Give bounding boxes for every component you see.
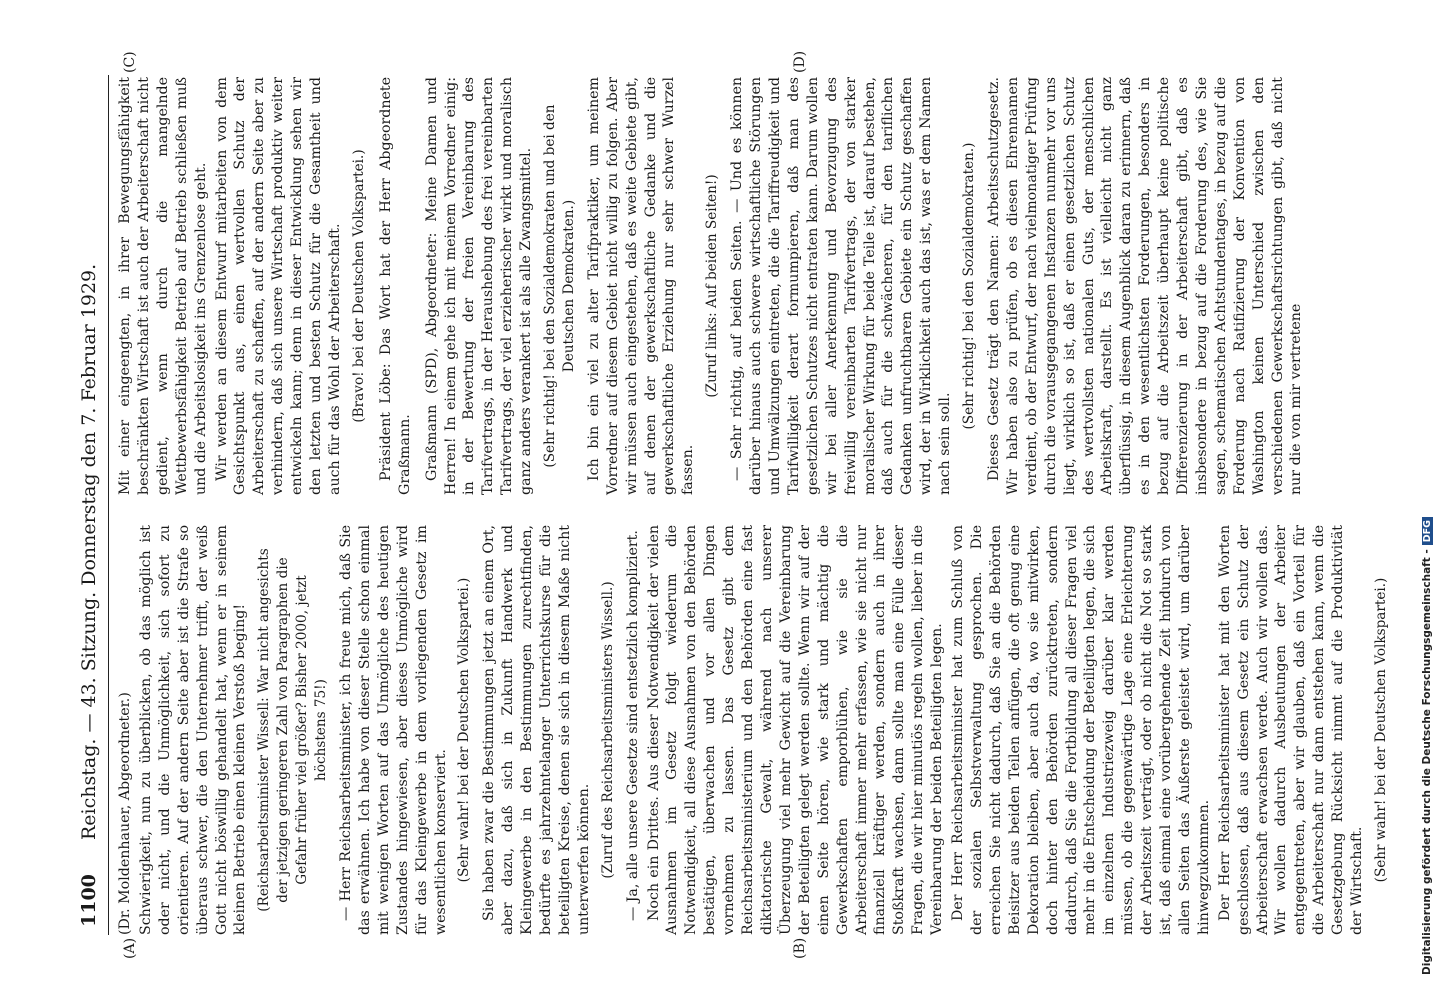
interjection: (Sehr richtig! bei den Sozialdemokraten.): [961, 142, 978, 430]
dfg-logo: DFG: [1422, 517, 1433, 545]
paragraph: Der Herr Reichsarbeitsminister hat mit den Worten geschlossen, daß aus diesem Gesetz ein Schutz der Arbeiterschaft erwachsen werde. Auch wir wollen das. Wir wollen dadurch Ausbeutungen der Arbeiter entgegentreten, aber wir glauben, daß ein Vorteil für die Arbeiterschaft nur dann entstehen kann, wenn die Gesetzgebung Rücksicht nimmt auf die Produktivität der Wirtschaft.: [1216, 525, 1366, 935]
paragraph: Der Herr Reichsarbeitsminister hat zum Schluß von der sozialen Selbstverwaltung gesprochen. Die erreichen Sie nicht dadurch, daß Sie an die Behörden Beisitzer aus beiden Teilen anfügen, die oft genug eine Dekoration bleiben, aber auch da, wo sie mitwirken, doch hinter den Behörden zurücktreten, sondern dadurch, daß Sie die Fortbildung all dieser Fragen viel mehr in die Entscheidung der Beteiligten legen, die sich im einzelnen Industriezweig darüber klar werden müssen, ob die gegenwärtige Lage eine Erleichterung der Arbeitszeit verträgt, oder ob nicht die Not so stark ist, daß einmal eine vorübergehende Zeit hindurch von allen Seiten das Äußerste geleistet wird, um darüber hinwegzukommen.: [950, 525, 1212, 935]
interjection: (Bravo! bei der Deutschen Volkspartei.): [350, 149, 367, 423]
paragraph: Schwierigkeit, nun zu überblicken, ob das möglich ist oder nicht, und die Unmöglichkeit, sich sofort zu orientieren. Auf der andern Seite aber ist die Strafe so überaus schwer, die den Unternehmer trifft, der weiß Gott nicht böswillig gehandelt hat, wenn er in seinem kleinen Betrieb einen kleinen Verstoß beging!: [137, 525, 249, 935]
digitization-credit: [1421, 15, 1437, 975]
margin-mark-d: (D): [792, 50, 808, 73]
interjection: (Reichsarbeitsminister Wissell: War nicht angesichts der jetzigen geringeren Zahl von Paragraphen die Gefahr früher viel größer? Bisher 2000, jetzt höchstens 75!): [256, 548, 330, 912]
page-header: [72, 75, 109, 935]
running-title: Reichstag. — 43. Sitzung. Donnerstag den 7. Februar 1929.: [78, 263, 100, 840]
margin-mark-a: (A): [122, 937, 138, 959]
paragraph: Ich bin ein viel zu alter Tarifpraktiker, um meinem Vorredner auf diesem Gebiet nicht willig zu folgen. Aber wir müssen auch eingestehen, daß es weite Gebiete gibt, auf denen der gewerkschaftliche Gedanke und die gewerkschaftliche Erziehung nur sehr schwer Wurzel fassen.: [585, 77, 697, 495]
paragraph: Mit einer eingeengten, in ihrer Bewegungsfähigkeit beschränkten Wirtschaft ist auch der Arbeiterschaft nicht gedient, wenn durch die mangelnde Wettbewerbsfähigkeit Betrieb auf Betrieb schließen muß und die Arbeitslosigkeit ins Grenzenlose geht.: [117, 77, 209, 495]
rotated-page-content: [72, 50, 1389, 959]
interjection: (Zuruf des Reichsarbeitsministers Wissell.): [599, 581, 616, 879]
page-number: 1100: [78, 874, 100, 927]
interjection: (Sehr wahr! bei der Deutschen Volkspartei.): [1373, 577, 1389, 883]
paragraph: Sie haben zwar die Bestimmungen jetzt an einem Ort, aber dazu, daß sich in Zukunft Handwerk und Kleingewerbe in den Bestimmungen zurechtfinden, bedürfte es jahrzehntelanger Unterrichtskurse für die beteiligten Kreise, denen sie sich in diesem Maße nicht unterwerfen können.: [481, 525, 592, 935]
text-column-right: [116, 77, 1326, 495]
interjection: (Zuruf links: Auf beiden Seiten!): [704, 174, 721, 398]
margin-mark-c: (C): [122, 51, 138, 73]
interjection: (Sehr richtig! bei den Sozialdemokraten und bei den Deutschen Demokraten.): [542, 104, 577, 468]
credit-text: Digitalisierung gefördert durch die Deutsche Forschungsgemeinschaft -: [1421, 549, 1433, 975]
paragraph: Noch ein Drittes. Aus dieser Notwendigkeit der vielen Ausnahmen im Gesetz folgt wiederum die Notwendigkeit, all diese Ausnahmen von den Behörden bestätigen, überwachen und vor allen Dingen vornehmen zu lassen. Das Gesetz gibt dem Reichsarbeitsministerium und den Behörden eine fast diktatorische Gewalt, während nach unserer Überzeugung viel mehr Gewicht auf die Vereinbarung der Beteiligten gelegt werden sollte. Wenn wir auf der einen Seite hören, wie stark und mächtig die Gewerkschaften emporblühen, wie sie die Arbeiterschaft immer mehr erfassen, wie sie nicht nur finanziell kräftiger werden, sondern auch in ihrer Stoßkraft wachsen, dann sollte man eine Fülle dieser Fragen, die wir hier minutiös regeln wollen, lieber in die Vereinbarung der beiden Beteiligten legen.: [645, 525, 946, 935]
paragraph: — Herr Reichsarbeitsminister, ich freue mich, daß Sie das erwähnen. Ich habe von dieser Stelle schon einmal mit wenigen Worten auf das Unmögliche des heutigen Zustandes hingewiesen, aber dieses Unmögliche wird für das Kleingewerbe in dem vorliegenden Gesetz im wesentlichen konserviert.: [337, 525, 449, 935]
paragraph: Dieses Gesetz trägt den Namen: Arbeitsschutzgesetz. Wir haben also zu prüfen, ob es diesen Ehrennamen verdient, ob der Entwurf, der nach vielmonatiger Prüfung durch die vorausgegangenen Instanzen nunmehr vor uns liegt, wirklich so ist, daß er einen gesetzlichen Schutz des wertvollsten nationalen Guts, der menschlichen Arbeitskraft, darstellt. Es ist vielleicht nicht ganz überflüssig, in diesem Augenblick daran zu erinnern, daß es in den wesentlichsten Forderungen, besonders in bezug auf die Arbeitszeit überhaupt keine politische Differenzierung in der Arbeiterschaft gibt, daß es insbesondere in bezug auf die Forderung des, wie Sie sagen, schematischen Achtstundentages, in bezug auf die Forderung nach Ratifizierung der Konvention von Washington keinen Unterschied zwischen den verschiedenen Gewerkschaftsrichtungen gibt, daß nicht nur die von mir vertretene: [985, 77, 1305, 495]
speaker-paragraph: Präsident Löbe: Das Wort hat der Herr Abgeordnete Graßmann.: [377, 77, 413, 495]
speaker-continuation: (Dr. Moldenhauer, Abgeordneter.): [117, 692, 133, 935]
paragraph: — Ja, alle unsere Gesetze sind entsetzlich kompliziert.: [624, 530, 641, 921]
paragraph: — Sehr richtig, auf beiden Seiten. — Und es können darüber hinaus auch schwere wirtschaftliche Störungen und Umwälzungen eintreten, die die Tariffreudigkeit und Tarifwilligkeit derart formumpieren, daß man des gesetzlichen Schutzes nicht entraten kann. Darum wollen wir bei aller Anerkennung und Bevorzugung des freiwillig vereinbarten Tarifvertrags, der von starker moralischer Wirkung für beide Teile ist, darauf bestehen, daß auch für die schwächeren, für den tariflichen Gedanken unfruchtbaren Gebiete ein Schutz geschaffen wird, der in Wirklichkeit auch das ist, was er dem Namen nach sein soll.: [729, 77, 954, 495]
interjection: (Sehr wahr! bei der Deutschen Volkspartei.): [456, 577, 473, 883]
paragraph: Wir werden an diesem Entwurf mitarbeiten von dem Gesichtspunkt aus, einen wertvollen Schutz der Arbeiterschaft zu schaffen, auf der andern Seite aber zu verhindern, daß sich unsere Wirtschaft produktiv weiter entwickeln kann; denn in dieser Entwicklung sehen wir den letzten und besten Schutz für die Gesamtheit und auch für das Wohl der Arbeiterschaft.: [213, 77, 343, 495]
text-column-left: [116, 525, 1389, 935]
margin-mark-b: (B): [792, 937, 808, 959]
speaker-paragraph: Graßmann (SPD), Abgeordneter: Meine Damen und Herren! In einem gehe ich mit meinem Vorredner einig: in der Bewertung der freien Vereinbarung des Tarifvertrags, in der Heraushebung des frei vereinbarten Tarifvertrags, der viel erzieherischer wirkt und moralisch ganz anders verankert ist als alle Zwangsmittel.: [423, 77, 535, 495]
